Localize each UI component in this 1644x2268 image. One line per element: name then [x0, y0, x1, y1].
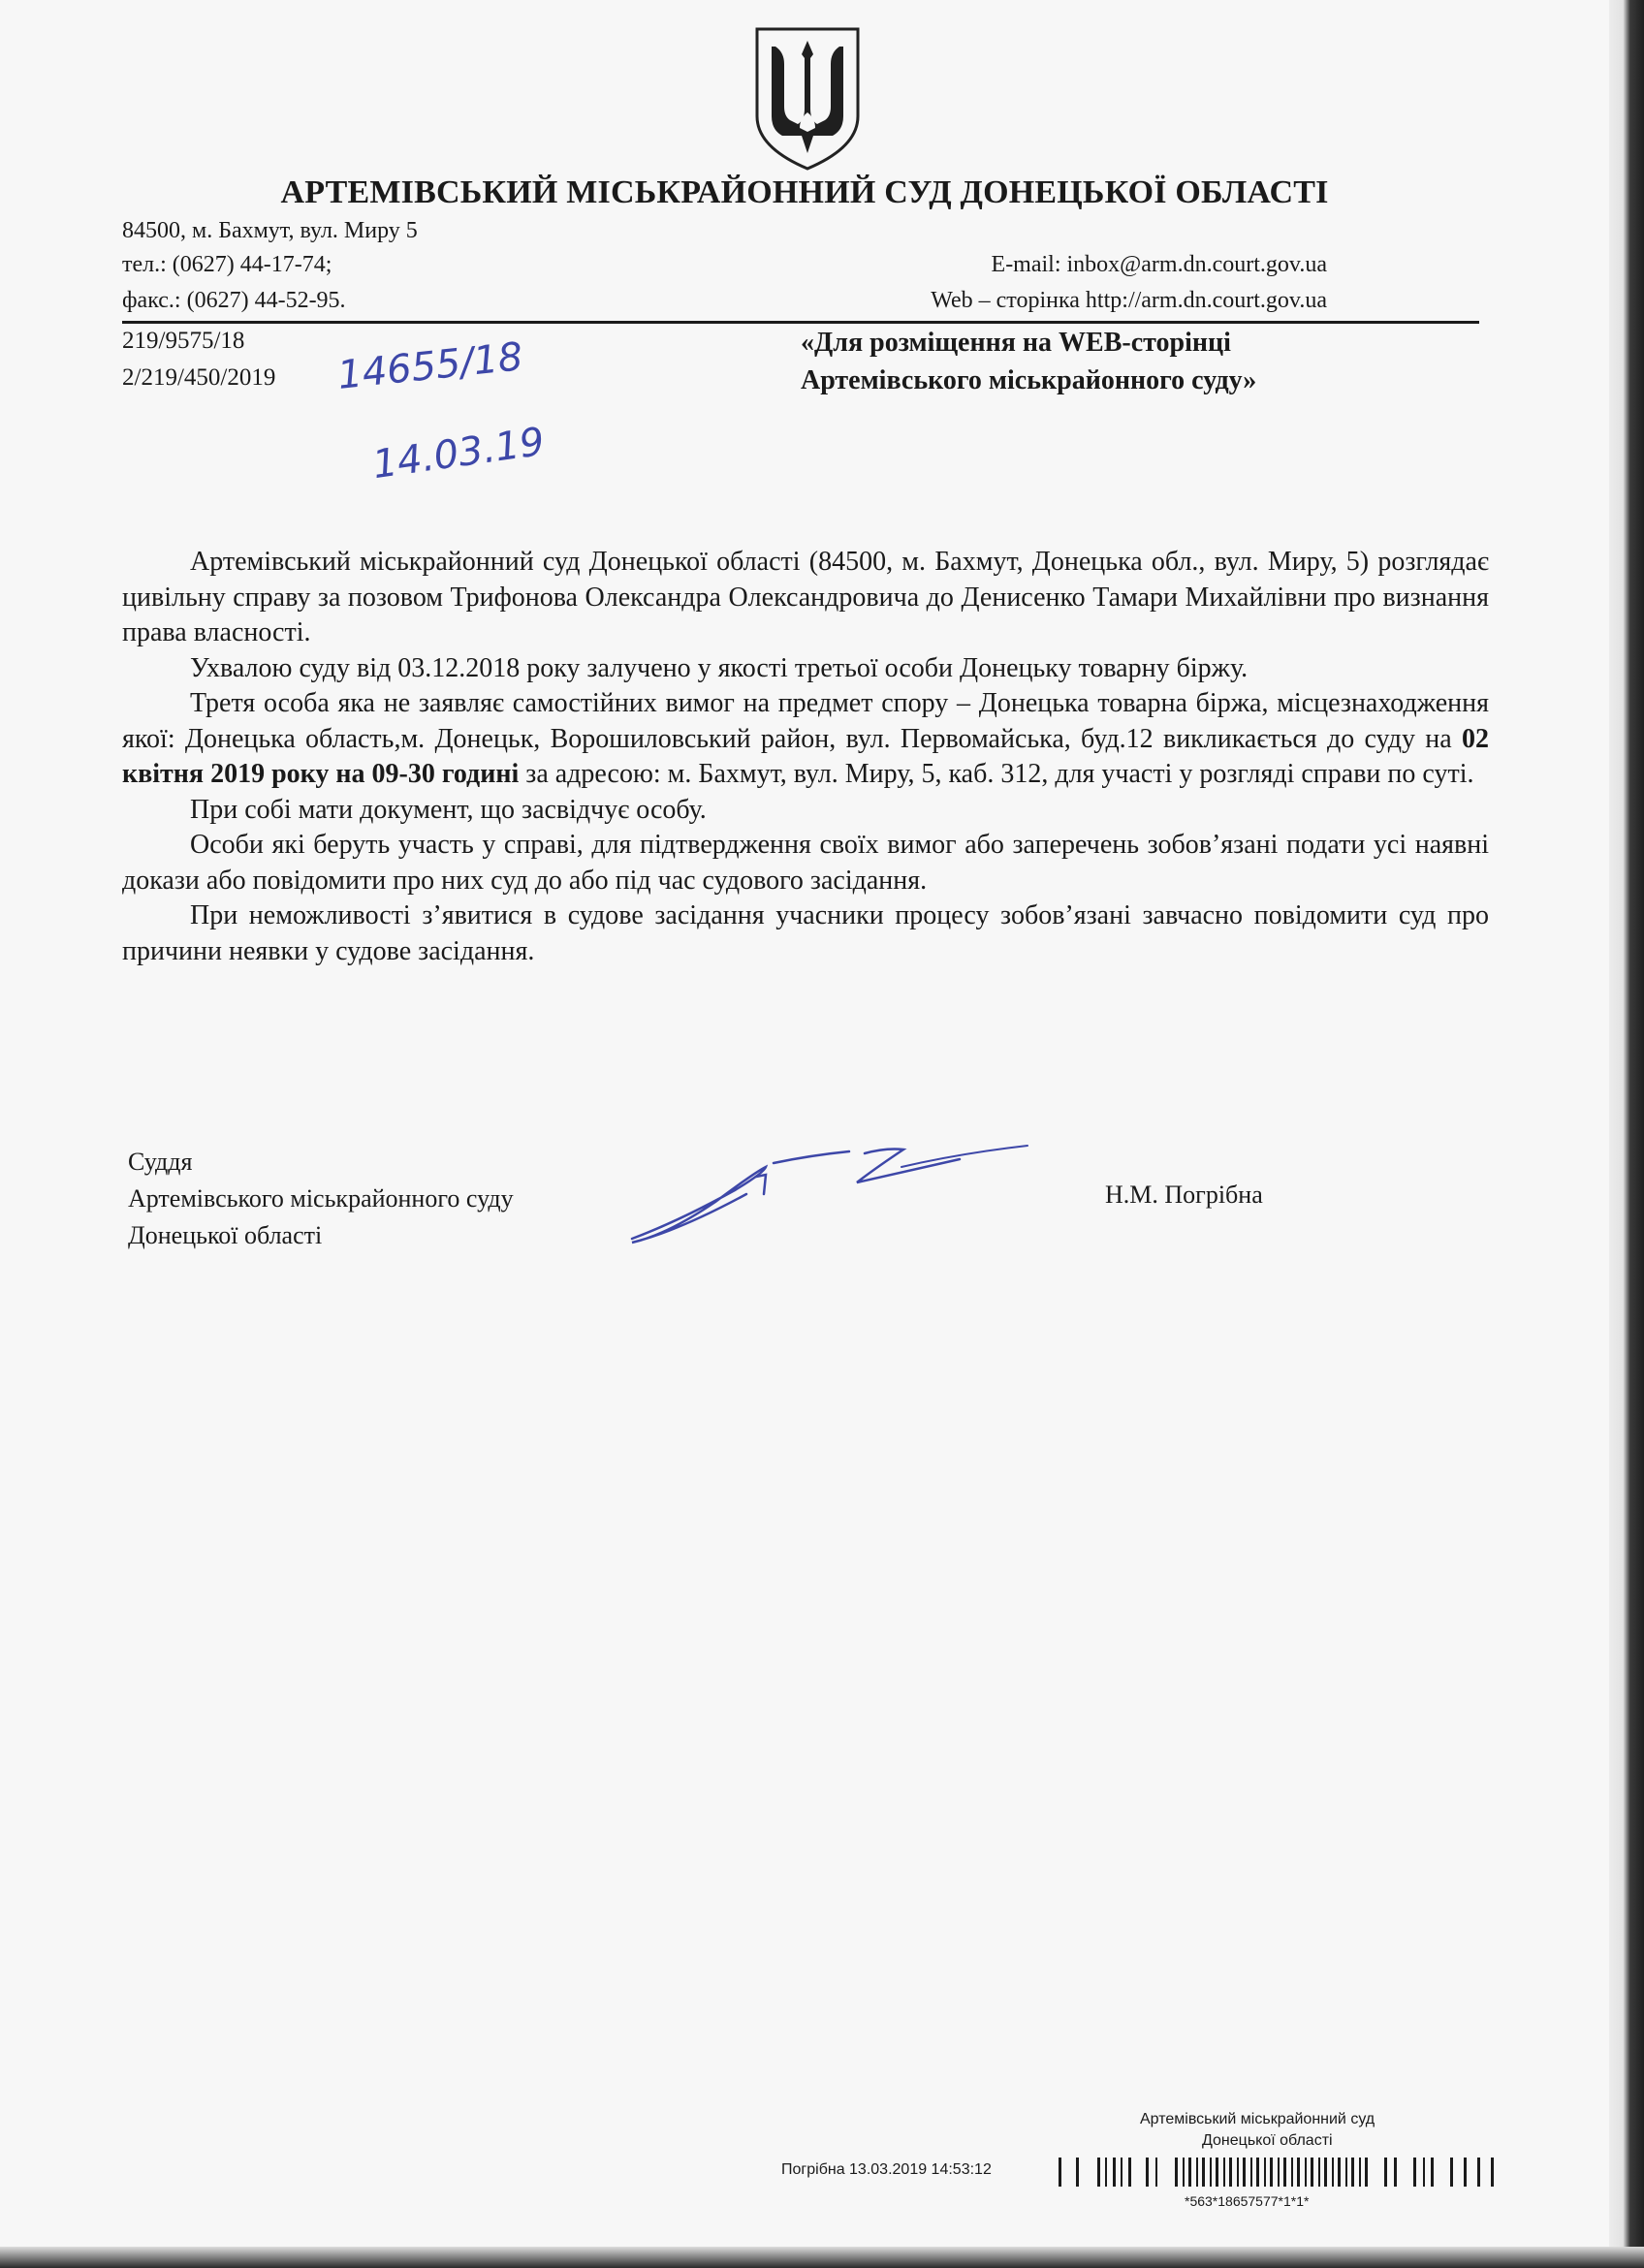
coat-of-arms-icon	[749, 23, 866, 173]
stamp-court-line-2: Донецької області	[1202, 2132, 1333, 2149]
court-title: АРТЕМІВСЬКИЙ МІСЬКРАЙОННИЙ СУД ДОНЕЦЬКОЇ ОБЛАСТІ	[280, 174, 1329, 210]
scan-edge-bottom	[0, 2247, 1644, 2268]
judge-name: Н.М. Погрібна	[1105, 1181, 1263, 1209]
court-phone: тел.: (0627) 44-17-74;	[122, 252, 332, 277]
stamp-court-line-1: Артемівський міськрайонний суд	[1140, 2111, 1375, 2127]
summons-text-end: за адресою: м. Бахмут, вул. Миру, 5, каб. 312, для участі у розгляді справи по суті.	[519, 759, 1474, 789]
barcode-number: *563*18657577*1*1*	[1185, 2193, 1310, 2209]
hearing-date-time: 02 квітня 2019 року на 09-30 годині	[122, 723, 1489, 789]
handwritten-signature	[620, 1134, 1047, 1255]
signature-region: Донецької області	[128, 1221, 323, 1249]
paragraph-third-party: Ухвалою суду від 03.12.2018 року залучено у якості третьої особи Донецьку товарну біржу.	[190, 652, 1249, 683]
barcode-icon	[1059, 2156, 1514, 2192]
paragraph-summons	[122, 686, 1489, 793]
court-website: Web – сторінка http://arm.dn.court.gov.ua	[931, 288, 1327, 313]
paragraph-case-description: Артемівський міськрайонний суд Донецької області (84500, м. Бахмут, Донецька обл., вул. Миру, 5) розглядає цивільну справу за позовом Трифонова Олександра Олександровича до Денисенко Тамари Михайлівни про визнання права власності.	[122, 547, 1489, 647]
signature-block	[128, 1144, 514, 1254]
document-number: 2/219/450/2019	[122, 364, 276, 391]
notice-line-1: «Для розміщення на WEB-сторінці	[801, 328, 1231, 358]
notice-body	[122, 545, 1489, 969]
case-number: 219/9575/18	[122, 328, 245, 354]
paragraph-absence: При неможливості з’явитися в судове засідання учасники процесу зобов’язані завчасно повідомити суд про причини неявки у судове засідання.	[122, 900, 1489, 966]
handwritten-reg-number: 14655/18	[335, 334, 525, 398]
header-divider	[122, 321, 1479, 324]
court-fax: факс.: (0627) 44-52-95.	[122, 288, 346, 313]
court-address: 84500, м. Бахмут, вул. Миру 5	[122, 218, 418, 243]
stamp-signer-time: Погрібна 13.03.2019 14:53:12	[781, 2161, 992, 2178]
paragraph-id-document: При собі мати документ, що засвідчує особу.	[190, 794, 707, 825]
signature-title: Суддя	[128, 1148, 193, 1176]
handwritten-reg-date: 14.03.19	[369, 419, 548, 488]
court-email: E-mail: inbox@arm.dn.court.gov.ua	[991, 252, 1327, 277]
notice-line-2: Артемівського міськрайонного суду»	[801, 365, 1257, 395]
scan-edge-right	[1609, 0, 1644, 2268]
signature-court: Артемівського міськрайонного суду	[128, 1184, 514, 1213]
summons-text-start: Третя особа яка не заявляє самостійних вимог на предмет спору – Донецька товарна біржа, місцезнаходження якої: Донецька область,м. Донецьк, Ворошиловський район, вул. Первомайська, буд.12 викликається до суду на	[122, 688, 1489, 754]
paragraph-evidence: Особи які беруть участь у справі, для підтвердження своїх вимог або заперечень зобов’язані подати усі наявні докази або повідомити про них суд до або під час судового засідання.	[122, 830, 1489, 896]
